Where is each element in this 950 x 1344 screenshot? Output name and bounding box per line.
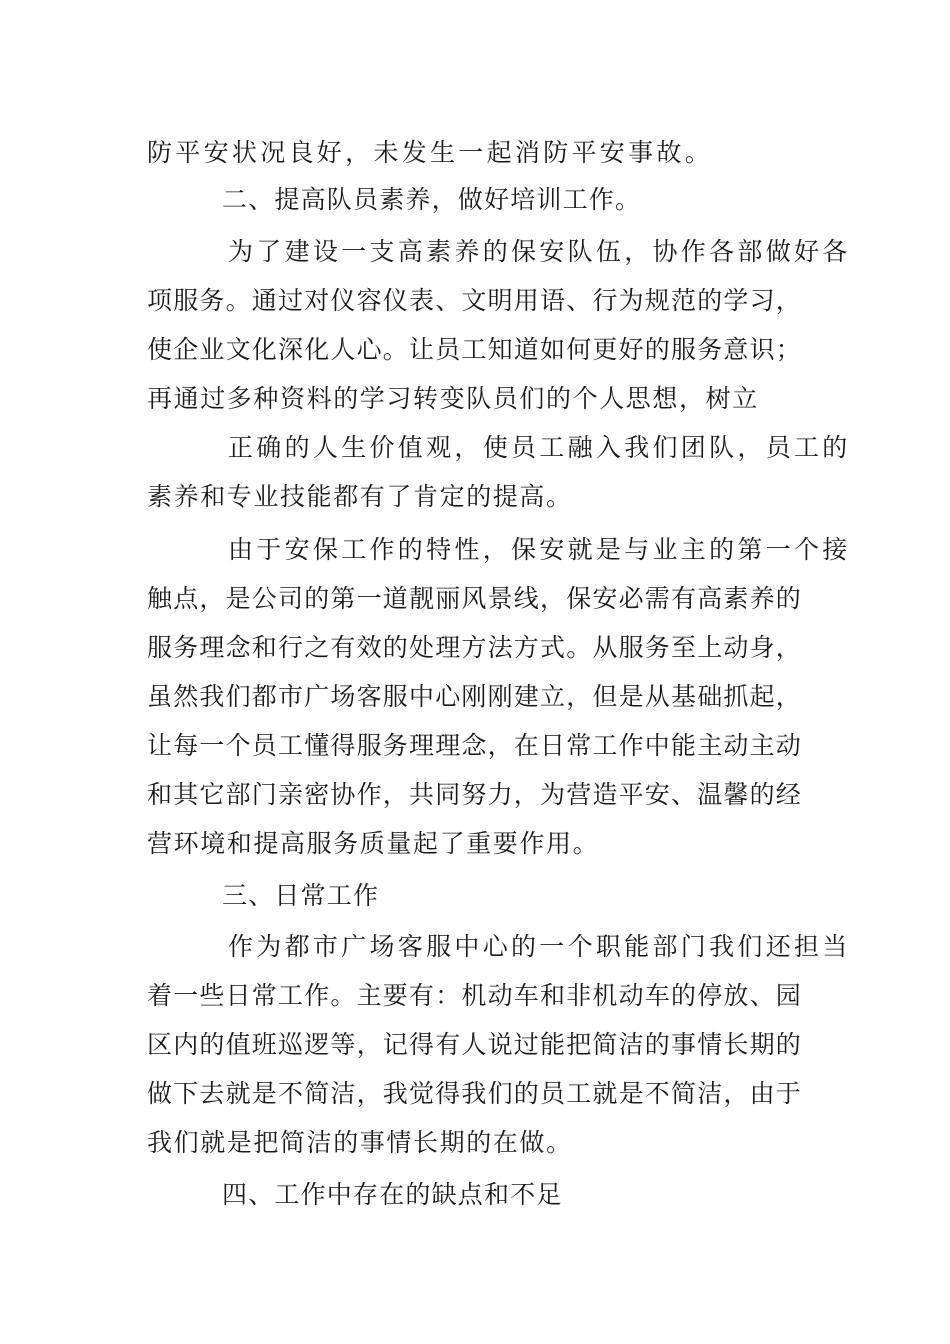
paragraph-line: 让每一个员工懂得服务理理念，在日常工作中能主动主动 [147, 731, 803, 760]
paragraph-line: 服务理念和行之有效的处理方法方式。从服务至上动身， [147, 633, 803, 662]
paragraph-line: 再通过多种资料的学习转变队员们的个人思想，树立 [147, 384, 759, 413]
section-heading: 二、提高队员素养，做好培训工作。 [222, 185, 642, 214]
paragraph-line: 作为都市广场客服中心的一个职能部门我们还担当 [228, 932, 851, 961]
paragraph-line: 为了建设一支高素养的保安队伍，协作各部做好各 [228, 237, 851, 266]
paragraph-line: 正确的人生价值观，使员工融入我们团队，员工的 [228, 433, 851, 462]
section-heading: 四、工作中存在的缺点和不足 [222, 1180, 563, 1209]
section-heading: 三、日常工作 [222, 881, 380, 910]
paragraph-line: 使企业文化深化人心。让员工知道如何更好的服务意识； [147, 335, 803, 364]
paragraph-line: 和其它部门亲密协作，共同努力，为营造平安、温馨的经 [147, 780, 803, 809]
paragraph-line: 防平安状况良好，未发生一起消防平安事故。 [147, 138, 714, 167]
paragraph-line: 我们就是把简洁的事情长期的在做。 [147, 1128, 573, 1157]
paragraph-line: 区内的值班巡逻等，记得有人说过能把简洁的事情长期的 [147, 1030, 803, 1059]
paragraph-line: 营环境和提高服务质量起了重要作用。 [147, 829, 600, 858]
paragraph-line: 着一些日常工作。主要有：机动车和非机动车的停放、园 [147, 981, 803, 1010]
paragraph-line: 由于安保工作的特性，保安就是与业主的第一个接 [228, 535, 851, 564]
paragraph-line: 虽然我们都市广场客服中心刚刚建立，但是从基础抓起， [147, 682, 803, 711]
paragraph-line: 触点，是公司的第一道靓丽风景线，保安必需有高素养的 [147, 584, 803, 613]
paragraph-line: 项服务。通过对仪容仪表、文明用语、行为规范的学习， [147, 286, 803, 315]
paragraph-line: 做下去就是不简洁，我觉得我们的员工就是不简洁，由于 [147, 1079, 803, 1108]
paragraph-line: 素养和专业技能都有了肯定的提高。 [147, 482, 573, 511]
